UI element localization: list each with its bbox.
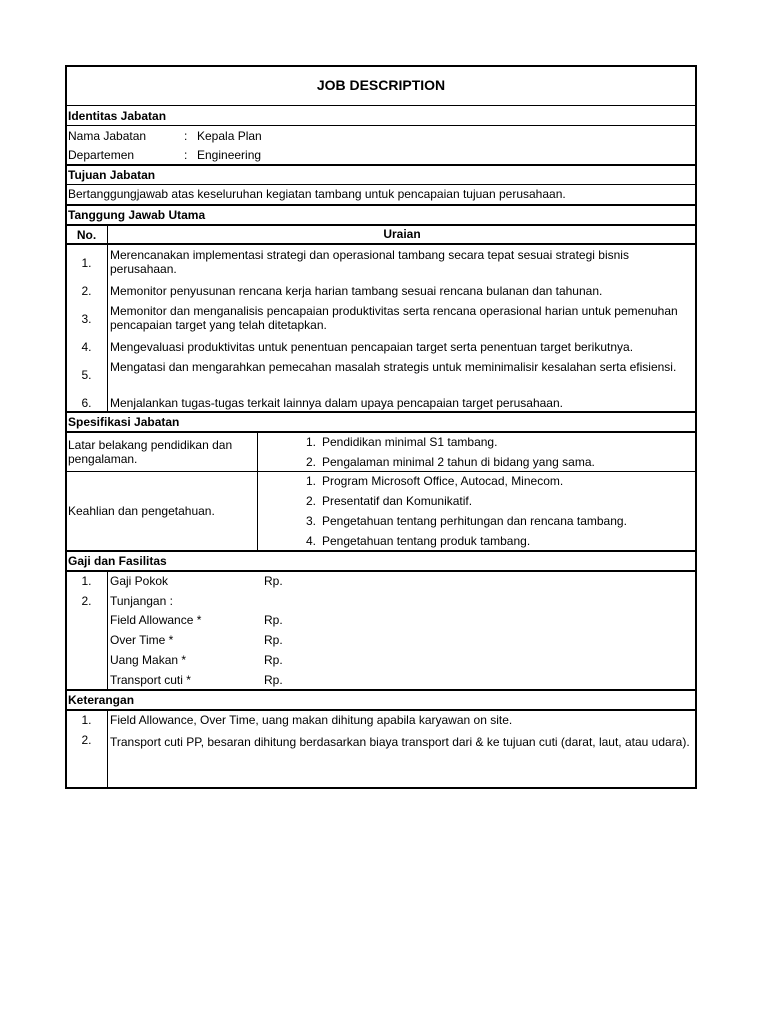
list-item-number: 2.: [306, 455, 317, 469]
gaji-row-label: Gaji Pokok: [110, 574, 169, 588]
divider: [66, 164, 696, 166]
departemen-value: Engineering: [197, 148, 262, 162]
keterangan-number: 2.: [81, 733, 92, 747]
column-divider: [107, 224, 108, 412]
column-divider: [107, 570, 108, 689]
list-item: Mengevaluasi produktivitas untuk penentuan pencapaian target serta penentuan target berikutnya.: [110, 340, 634, 354]
column-divider: [107, 709, 108, 788]
gaji-heading: Gaji dan Fasilitas: [68, 554, 167, 568]
list-item-number: 2.: [306, 494, 317, 508]
list-item: Memonitor penyusunan rencana kerja harian tambang sesuai rencana bulanan dan tahunan.: [110, 284, 603, 298]
pendidikan-label: Latar belakang pendidikan dan pengalaman.: [68, 438, 233, 466]
gaji-row-rp: Rp.: [264, 653, 283, 667]
keterangan-item: Transport cuti PP, besaran dihitung berdasarkan biaya transport dari & ke tujuan cuti (darat, laut, atau udara).: [110, 735, 690, 749]
list-item-number: 4.: [306, 534, 317, 548]
list-item: Presentatif dan Komunikatif.: [322, 494, 473, 508]
list-item: Program Microsoft Office, Autocad, Minecom.: [322, 474, 564, 488]
gaji-row-rp: Rp.: [264, 673, 283, 687]
list-item: Merencanakan implementasi strategi dan operasional tambang secara tepat sesuai strategi bisnis perusahaan.: [110, 248, 629, 276]
list-item: Memonitor dan menganalisis pencapaian produktivitas serta rencana operasional harian untuk pemenuhan pencapaian target yang telah ditetapkan.: [110, 304, 678, 332]
column-divider: [257, 431, 258, 550]
gaji-row-number: 2.: [81, 594, 92, 608]
gaji-row-rp: Rp.: [264, 633, 283, 647]
identitas-heading: Identitas Jabatan: [68, 109, 167, 123]
departemen-label: Departemen: [68, 148, 135, 162]
spesifikasi-heading: Spesifikasi Jabatan: [68, 415, 180, 429]
keterangan-heading: Keterangan: [68, 693, 135, 707]
document-title: JOB DESCRIPTION: [316, 77, 446, 93]
tujuan-heading: Tujuan Jabatan: [68, 168, 156, 182]
divider: [66, 431, 696, 433]
list-item: Pengetahuan tentang produk tambang.: [322, 534, 531, 548]
tanggung-jawab-heading: Tanggung Jawab Utama: [68, 208, 206, 222]
gaji-row-label: Field Allowance *: [110, 613, 202, 627]
list-item: Pendidikan minimal S1 tambang.: [322, 435, 498, 449]
gaji-row-label: Tunjangan :: [110, 594, 173, 608]
keahlian-label: Keahlian dan pengetahuan.: [68, 504, 215, 518]
gaji-row-label: Transport cuti *: [110, 673, 191, 687]
list-item-number: 3.: [306, 514, 317, 528]
list-item-number: 5.: [81, 368, 92, 382]
col-no-header: No.: [76, 228, 97, 242]
list-item-number: 1.: [306, 435, 317, 449]
list-item-number: 1.: [81, 256, 92, 270]
gaji-row-number: 1.: [81, 574, 92, 588]
list-item-number: 1.: [306, 474, 317, 488]
gaji-row-rp: Rp.: [264, 613, 283, 627]
divider: [66, 125, 696, 126]
divider: [66, 184, 696, 185]
list-item: Pengetahuan tentang perhitungan dan rencana tambang.: [322, 514, 627, 528]
tujuan-text: Bertanggungjawab atas keseluruhan kegiatan tambang untuk pencapaian tujuan perusahaan.: [68, 187, 566, 201]
divider: [66, 411, 696, 413]
divider: [66, 689, 696, 691]
list-item-number: 4.: [81, 340, 92, 354]
nama-jabatan-label: Nama Jabatan: [68, 129, 147, 143]
list-item: Mengatasi dan mengarahkan pemecahan masalah strategis untuk meminimalisir kesalahan serta efisiensi.: [110, 360, 677, 374]
list-item-number: 6.: [81, 396, 92, 410]
gaji-row-rp: Rp.: [264, 574, 283, 588]
gaji-row-label: Over Time *: [110, 633, 174, 647]
keterangan-number: 1.: [81, 713, 92, 727]
divider: [66, 204, 696, 206]
col-uraian-header: Uraian: [383, 227, 421, 241]
nama-jabatan-sep: :: [184, 129, 188, 143]
list-item-number: 3.: [81, 312, 92, 326]
divider: [66, 105, 696, 106]
divider: [66, 550, 696, 552]
divider: [66, 471, 696, 472]
list-item-number: 2.: [81, 284, 92, 298]
list-item: Pengalaman minimal 2 tahun di bidang yang sama.: [322, 455, 595, 469]
divider: [66, 243, 696, 245]
keterangan-item: Field Allowance, Over Time, uang makan dihitung apabila karyawan on site.: [110, 713, 513, 727]
divider: [66, 224, 696, 226]
gaji-row-label: Uang Makan *: [110, 653, 187, 667]
nama-jabatan-value: Kepala Plan: [197, 129, 262, 143]
departemen-sep: :: [184, 148, 188, 162]
divider: [66, 570, 696, 572]
divider: [66, 709, 696, 711]
list-item: Menjalankan tugas-tugas terkait lainnya dalam upaya pencapaian target perusahaan.: [110, 396, 563, 410]
